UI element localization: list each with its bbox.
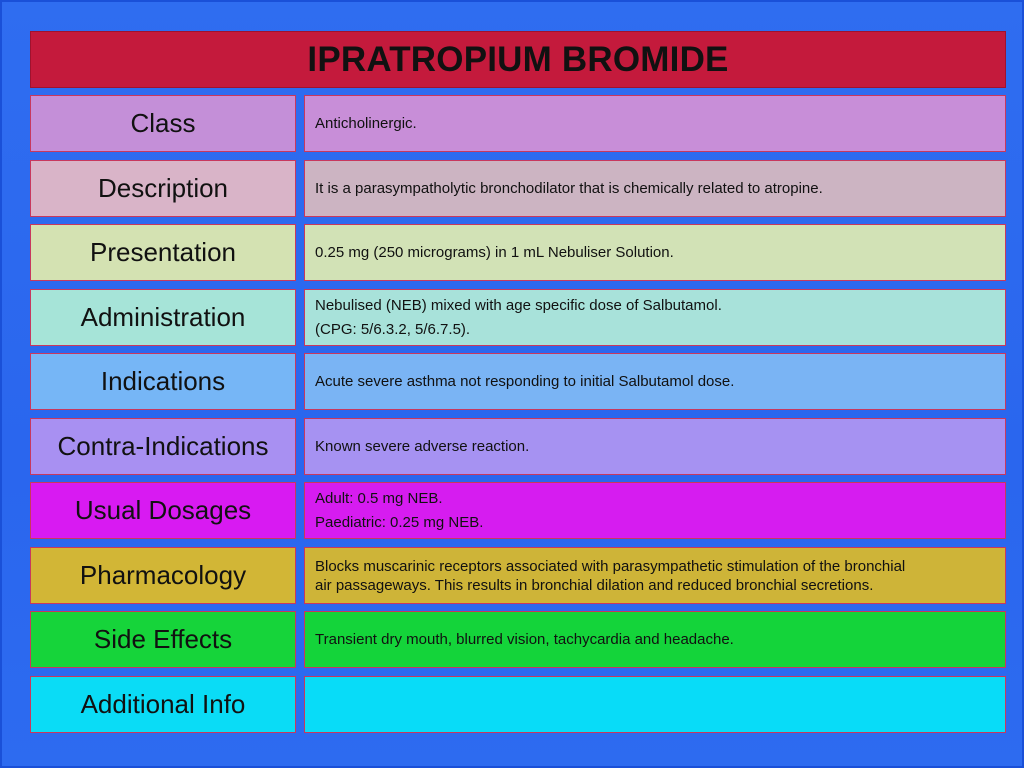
row-value-line: Adult: 0.5 mg NEB. [315, 489, 443, 507]
row-value [304, 353, 1006, 410]
row-value-line: Transient dry mouth, blurred vision, tachycardia and headache. [315, 630, 734, 648]
row-label: Side Effects [30, 611, 296, 668]
row-value-line: Nebulised (NEB) mixed with age specific dose of Salbutamol. [315, 296, 722, 314]
table-row [30, 353, 1006, 410]
row-label: Usual Dosages [30, 482, 296, 539]
row-value [304, 95, 1006, 152]
row-value-line: Known severe adverse reaction. [315, 437, 530, 455]
row-label: Administration [30, 289, 296, 346]
table-row [30, 611, 1006, 668]
table-row [30, 482, 1006, 539]
row-value-line: (CPG: 5/6.3.2, 5/6.7.5). [315, 320, 471, 338]
row-value [304, 482, 1006, 539]
title-bar [30, 31, 1006, 88]
row-value-line: 0.25 mg (250 micrograms) in 1 mL Nebuliser Solution. [315, 243, 674, 261]
row-value-line: Paediatric: 0.25 mg NEB. [315, 513, 484, 531]
row-value-line: Blocks muscarinic receptors associated with parasympathetic stimulation of the bronchial [315, 557, 906, 575]
row-value [304, 160, 1006, 217]
row-label: Class [30, 95, 296, 152]
row-value [304, 418, 1006, 475]
row-label: Additional Info [30, 676, 296, 733]
table-row [30, 418, 1006, 475]
row-label: Presentation [30, 224, 296, 281]
table-row [30, 95, 1006, 152]
row-value [304, 224, 1006, 281]
row-value-line: air passageways. This results in bronchial dilation and reduced bronchial secretions. [315, 576, 874, 594]
page-title: IPRATROPIUM BROMIDE [307, 39, 729, 79]
row-value [304, 289, 1006, 346]
row-label: Indications [30, 353, 296, 410]
table-row [30, 547, 1006, 604]
row-label: Description [30, 160, 296, 217]
row-value-line: It is a parasympatholytic bronchodilator that is chemically related to atropine. [315, 179, 823, 197]
table-row [30, 160, 1006, 217]
row-value-line: Acute severe asthma not responding to initial Salbutamol dose. [315, 372, 735, 390]
row-value [304, 611, 1006, 668]
row-label: Contra-Indications [30, 418, 296, 475]
row-value [304, 547, 1006, 604]
row-value-line: Anticholinergic. [315, 114, 417, 132]
table-row [30, 676, 1006, 733]
row-label: Pharmacology [30, 547, 296, 604]
table-row [30, 289, 1006, 346]
table-row [30, 224, 1006, 281]
row-value [304, 676, 1006, 733]
